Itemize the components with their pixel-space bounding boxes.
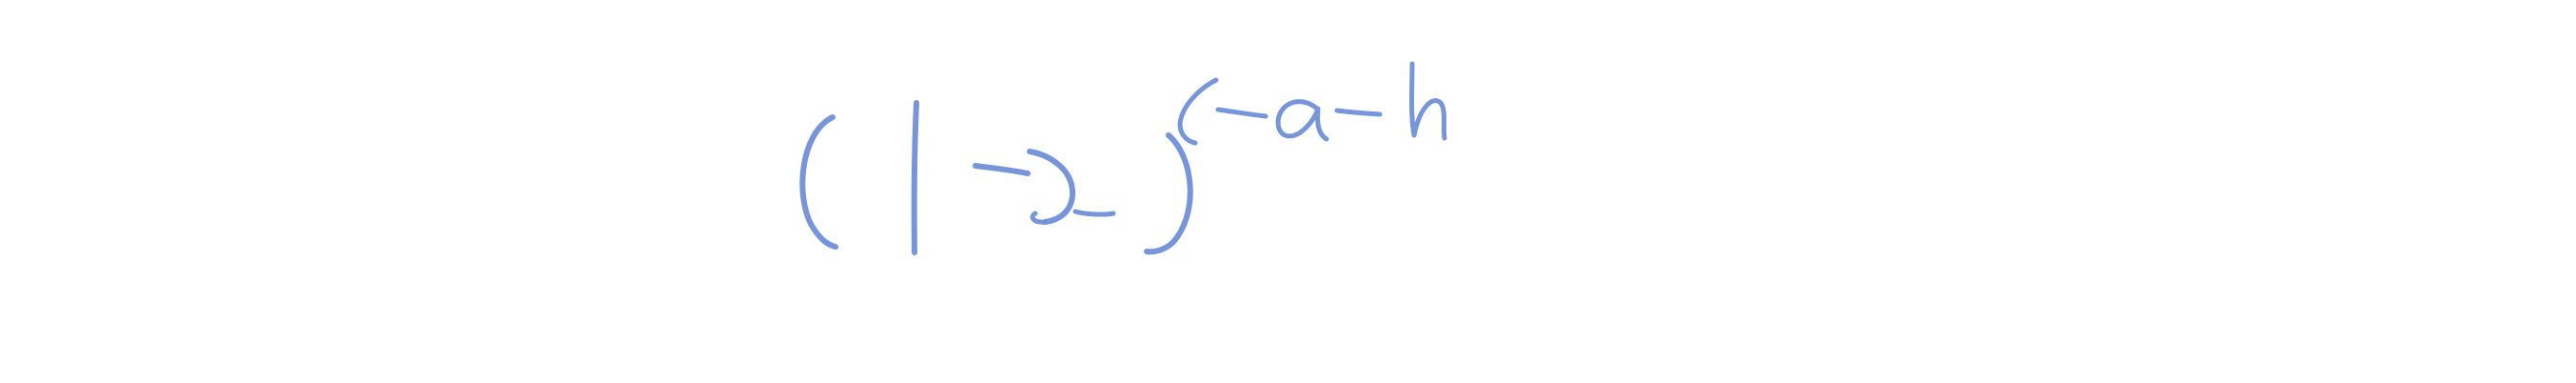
- exponent-b-stroke: [1412, 64, 1445, 138]
- minus-sign-stroke: [975, 166, 1028, 173]
- right-paren-stroke: [1147, 135, 1190, 252]
- exponent-a-stroke: [1278, 102, 1327, 139]
- exponent-minus-2-stroke: [1337, 111, 1380, 114]
- exponent-minus-1-stroke: [1218, 110, 1266, 116]
- x-letter-stroke-b: [1032, 213, 1045, 222]
- digit-one-stroke: [914, 103, 916, 252]
- x-tail-stroke: [1075, 212, 1113, 214]
- exponent-c-stroke: [1180, 80, 1216, 143]
- left-paren-stroke: [802, 117, 836, 247]
